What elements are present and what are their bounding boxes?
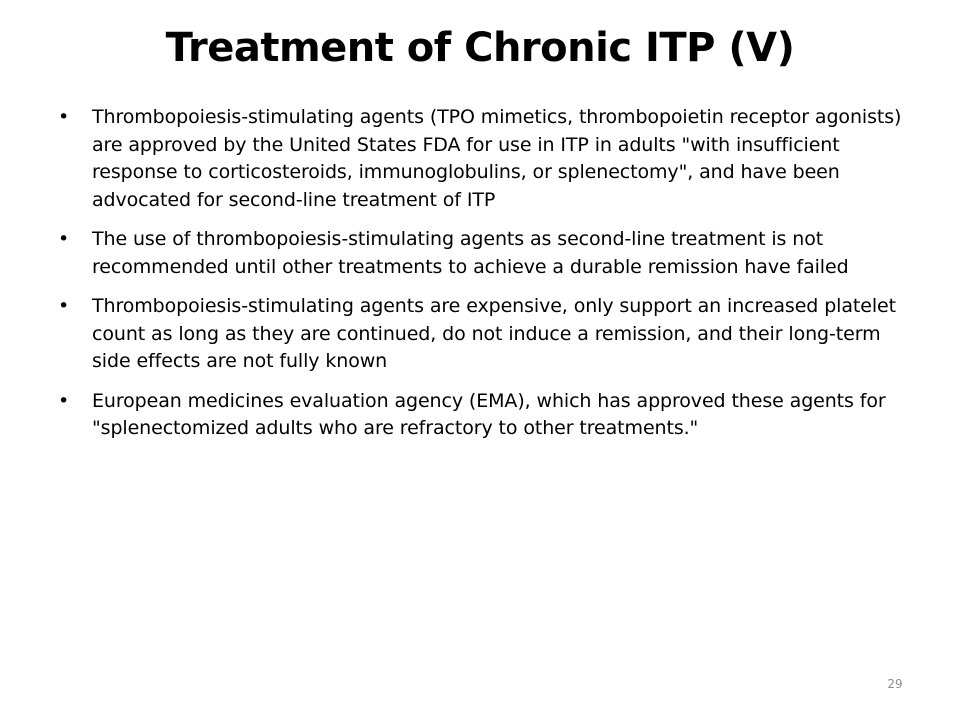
- bullet-text: The use of thrombopoiesis-stimulating agents as second-line treatment is not recommended until other treatments to achieve a durable remission have failed: [92, 228, 849, 278]
- bullet-text: European medicines evaluation agency (EMA), which has approved these agents for "splenectomized adults who are refractory to other treatments.": [92, 389, 886, 439]
- page-number: 29: [887, 677, 903, 691]
- bullet-item: [58, 293, 908, 376]
- slide-title: Treatment of Chronic ITP (V): [165, 25, 795, 71]
- bullet-item: [58, 104, 908, 214]
- bullet-item: [58, 388, 908, 443]
- bullet-icon: •: [58, 295, 70, 317]
- bullet-icon: •: [58, 106, 70, 128]
- bullet-text: Thrombopoiesis-stimulating agents (TPO mimetics, thrombopoietin receptor agonists) are approved by the United States FDA for use in ITP in adults "with insufficient response to corticosteroids, immunoglobulins, or splenectomy", and have been advocated for second-line treatment of ITP: [92, 106, 902, 211]
- bullet-text: Thrombopoiesis-stimulating agents are expensive, only support an increased platelet count as long as they are continued, do not induce a remission, and their long-term side effects are not fully known: [92, 295, 896, 372]
- bullet-item: [58, 226, 908, 281]
- bullet-icon: •: [58, 228, 70, 250]
- bullet-icon: •: [58, 389, 70, 412]
- bullet-list: [58, 104, 908, 455]
